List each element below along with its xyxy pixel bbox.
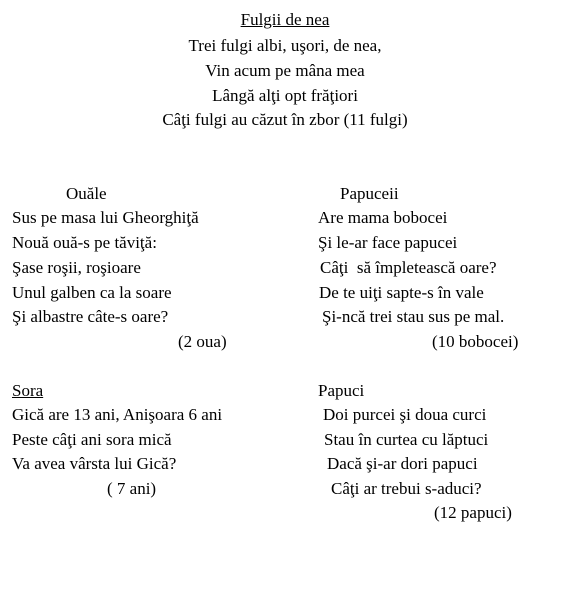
poem-line: Lângă alţi opt frăţiori xyxy=(212,86,358,105)
poem-answer: ( 7 ani) xyxy=(107,479,157,498)
poem-title-oualele: Ouăle xyxy=(66,184,107,203)
poem-line: Stau în curtea cu lăptuci xyxy=(324,430,489,449)
poem-line: Trei fulgi albi, uşori, de nea, xyxy=(188,36,382,55)
poem-line: Are mama bobocei xyxy=(318,208,448,227)
poem-line: Sus pe masa lui Gheorghiţă xyxy=(12,208,199,227)
poem-line: Câţi fulgi au căzut în zbor (11 fulgi) xyxy=(162,110,408,129)
poem-line: Şase roşii, roşioare xyxy=(12,258,141,277)
poem-line: Şi-ncă trei stau sus pe mal. xyxy=(322,307,505,326)
poem-answer: (10 bobocei) xyxy=(432,332,519,351)
poem-line: Nouă ouă-s pe tăviţă: xyxy=(12,233,157,252)
poem-line: Şi le-ar face papucei xyxy=(318,233,458,252)
poem-line: Unul galben ca la soare xyxy=(12,283,172,302)
poem-line: Gică are 13 ani, Anişoara 6 ani xyxy=(12,405,223,424)
poem-line: Va avea vârsta lui Gică? xyxy=(12,454,177,473)
poem-title-fulgii: Fulgii de nea xyxy=(240,10,330,29)
poem-title-papuci: Papuci xyxy=(318,381,365,400)
poem-line: Câţi să împletească oare? xyxy=(320,258,497,277)
poem-line: Dacă şi-ar dori papuci xyxy=(327,454,478,473)
poem-answer: (2 oua) xyxy=(178,332,227,351)
poem-title-sora: Sora xyxy=(12,381,44,400)
poem-line: Şi albastre câte-s oare? xyxy=(12,307,169,326)
poem-line: Peste câţi ani sora mică xyxy=(12,430,172,449)
poem-line: Vin acum pe mâna mea xyxy=(205,61,365,80)
poem-title-papuceii: Papuceii xyxy=(340,184,399,203)
poem-line: Câţi ar trebui s-aduci? xyxy=(331,479,482,498)
poem-line: Doi purcei şi doua curci xyxy=(323,405,487,424)
poem-line: De te uiţi sapte-s în vale xyxy=(319,283,484,302)
poem-answer: (12 papuci) xyxy=(434,503,512,522)
